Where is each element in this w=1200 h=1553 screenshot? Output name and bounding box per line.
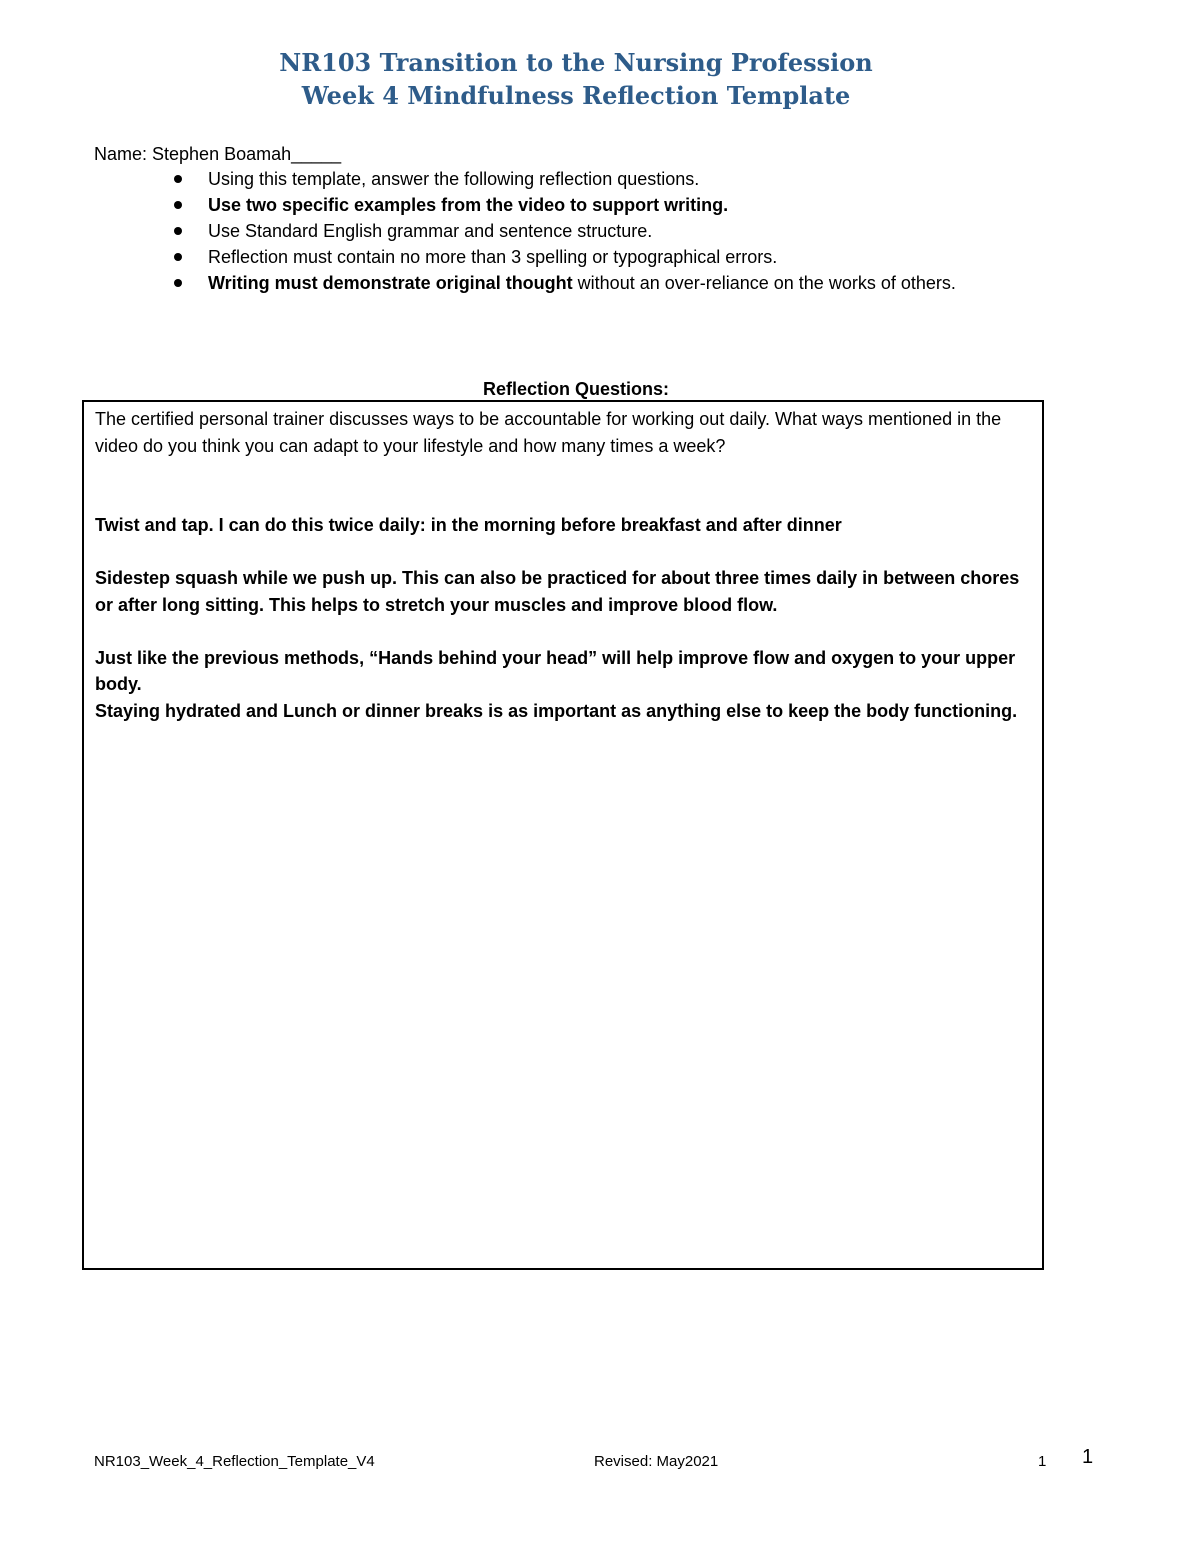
instruction-bold-text: Use two specific examples from the video to support writing. [208, 195, 729, 215]
bullet-icon [174, 201, 182, 209]
student-name: Name: Stephen Boamah_____ [94, 144, 342, 164]
bullet-icon [174, 175, 182, 183]
instruction-item [94, 270, 956, 296]
reflection-answer: Staying hydrated and Lunch or dinner breaks is as important as anything else to keep the body functioning. [95, 700, 1018, 721]
reflection-answer-box [82, 400, 1044, 1270]
reflection-answer: Twist and tap. I can do this twice daily: in the morning before breakfast and after dinner [95, 515, 842, 535]
instruction-text: Using this template, answer the following reflection questions. [208, 169, 700, 189]
instruction-item [94, 244, 956, 270]
bullet-icon [174, 227, 182, 235]
instruction-item [94, 192, 956, 218]
instruction-text: Use Standard English grammar and sentence structure. [208, 221, 653, 241]
bullet-icon [174, 253, 182, 261]
page-corner-number: 1 [1082, 1446, 1094, 1468]
instruction-item [94, 218, 956, 244]
section-heading: Reflection Questions: [482, 379, 670, 399]
reflection-answer: Sidestep squash while we push up. This can also be practiced for about three times daily in between chores or after long sitting. This helps to stretch your muscles and improve blood flow. [95, 568, 1020, 615]
footer-revised: Revised: May2021 [594, 1453, 719, 1470]
instructions-list [94, 166, 956, 296]
instruction-item [94, 166, 956, 192]
instruction-text: without an over-reliance on the works of others. [572, 273, 956, 293]
instruction-text: Reflection must contain no more than 3 spelling or typographical errors. [208, 247, 778, 267]
reflection-answer: Just like the previous methods, “Hands behind your head” will help improve flow and oxygen to your upper body. [95, 647, 1016, 694]
document-title [0, 46, 1152, 112]
instruction-bold-text: Writing must demonstrate original thought [208, 273, 573, 293]
course-title: NR103 Transition to the Nursing Profession [279, 48, 873, 77]
footer-filename: NR103_Week_4_Reflection_Template_V4 [94, 1453, 375, 1470]
bullet-icon [174, 279, 182, 287]
template-title: Week 4 Mindfulness Reflection Template [301, 81, 851, 110]
footer-page-number: 1 [1038, 1453, 1047, 1470]
reflection-question: The certified personal trainer discusses ways to be accountable for working out daily. What ways mentioned in the video do you think you can adapt to your lifestyle and how many times a week? [95, 409, 1002, 456]
